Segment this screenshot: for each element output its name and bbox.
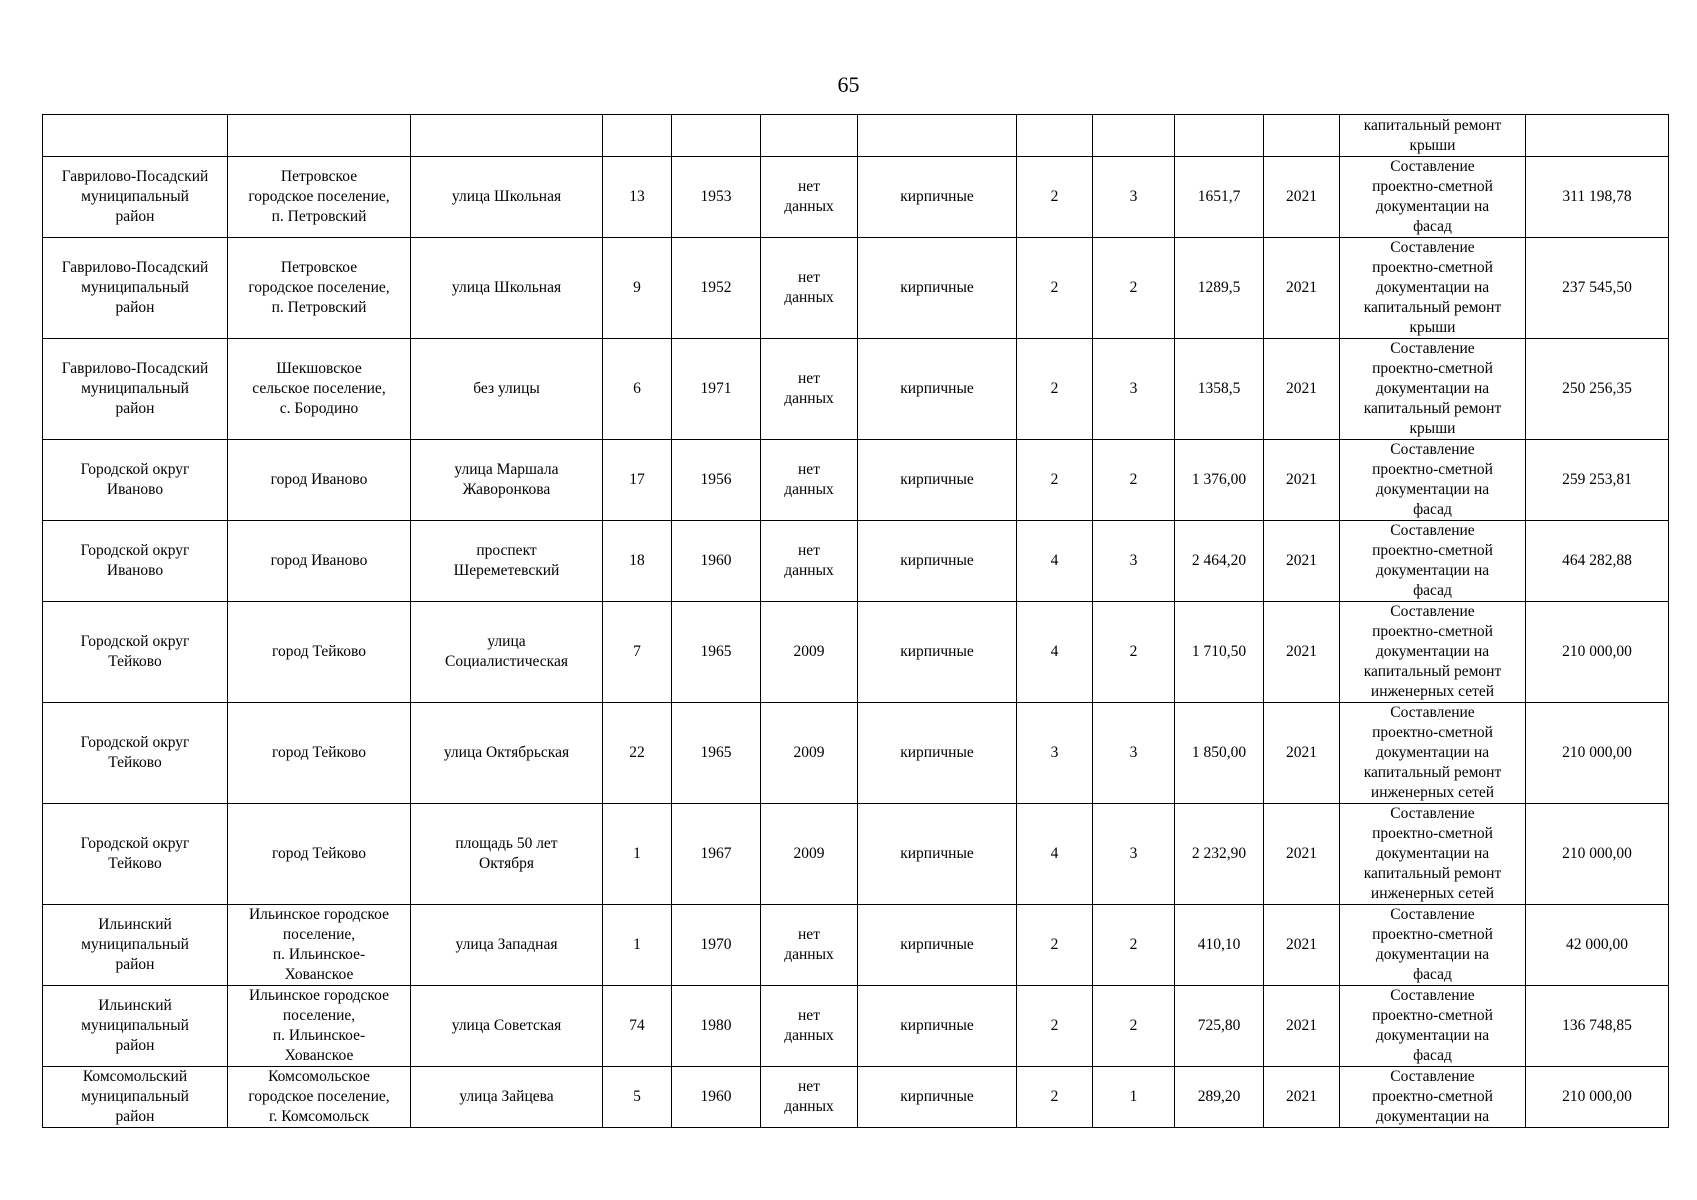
cell-area: 1289,5 [1175, 238, 1264, 339]
cell-wall-material: кирпичные [858, 339, 1017, 440]
table-row [43, 1067, 1669, 1128]
cell-house: 18 [603, 521, 672, 602]
cell-house: 13 [603, 157, 672, 238]
cell-work: Составление проектно-сметной документации на фасад [1340, 440, 1526, 521]
cell-area: 1651,7 [1175, 157, 1264, 238]
cell-district: Ильинский муниципальный район [43, 986, 228, 1067]
cell-entrances: 2 [1093, 905, 1175, 986]
cell-settlement: город Иваново [228, 440, 411, 521]
table-row [43, 804, 1669, 905]
cell-floors: 4 [1017, 602, 1093, 703]
cell-amount: 42 000,00 [1526, 905, 1669, 986]
cell-area: 1 376,00 [1175, 440, 1264, 521]
cell-work: Составление проектно-сметной документации на фасад [1340, 157, 1526, 238]
cell-amount: 210 000,00 [1526, 804, 1669, 905]
cell-amount: 136 748,85 [1526, 986, 1669, 1067]
cell-floors: 3 [1017, 703, 1093, 804]
table-body [43, 115, 1669, 1128]
cell-overhaul-year: 2009 [761, 602, 858, 703]
cell-work: Составление проектно-сметной документации на капитальный ремонт крыши [1340, 339, 1526, 440]
cell-overhaul-year: нет данных [761, 521, 858, 602]
cell-wall-material: кирпичные [858, 238, 1017, 339]
table-row [43, 602, 1669, 703]
cell-amount: 237 545,50 [1526, 238, 1669, 339]
cell-wall-material: кирпичные [858, 440, 1017, 521]
cell-street [411, 115, 603, 157]
cell-floors: 2 [1017, 986, 1093, 1067]
cell-overhaul-year [761, 115, 858, 157]
cell-settlement: город Тейково [228, 703, 411, 804]
cell-work: Составление проектно-сметной документации на капитальный ремонт инженерных сетей [1340, 602, 1526, 703]
cell-floors: 2 [1017, 157, 1093, 238]
cell-area: 410,10 [1175, 905, 1264, 986]
cell-floors: 2 [1017, 905, 1093, 986]
cell-work: Составление проектно-сметной документации на фасад [1340, 905, 1526, 986]
cell-district: Комсомольский муниципальный район [43, 1067, 228, 1128]
cell-area: 2 232,90 [1175, 804, 1264, 905]
cell-amount: 464 282,88 [1526, 521, 1669, 602]
cell-settlement: город Тейково [228, 804, 411, 905]
cell-settlement: город Тейково [228, 602, 411, 703]
cell-overhaul-year: нет данных [761, 905, 858, 986]
cell-house: 17 [603, 440, 672, 521]
table-row [43, 986, 1669, 1067]
cell-floors: 4 [1017, 804, 1093, 905]
cell-amount: 259 253,81 [1526, 440, 1669, 521]
cell-entrances: 3 [1093, 703, 1175, 804]
cell-street: улица Зайцева [411, 1067, 603, 1128]
cell-overhaul-year: 2009 [761, 804, 858, 905]
cell-district: Городской округ Тейково [43, 602, 228, 703]
cell-work: Составление проектно-сметной документации на фасад [1340, 521, 1526, 602]
cell-plan-year: 2021 [1264, 1067, 1340, 1128]
table-row [43, 905, 1669, 986]
cell-street: улица Октябрьская [411, 703, 603, 804]
page-number: 65 [837, 72, 860, 97]
cell-amount: 210 000,00 [1526, 1067, 1669, 1128]
cell-floors: 2 [1017, 1067, 1093, 1128]
table-row [43, 238, 1669, 339]
cell-year-built [672, 115, 761, 157]
cell-year-built: 1980 [672, 986, 761, 1067]
cell-area: 2 464,20 [1175, 521, 1264, 602]
cell-plan-year: 2021 [1264, 602, 1340, 703]
cell-plan-year: 2021 [1264, 440, 1340, 521]
cell-year-built: 1960 [672, 521, 761, 602]
cell-area: 1 850,00 [1175, 703, 1264, 804]
cell-settlement: Петровское городское поселение, п. Петровский [228, 238, 411, 339]
cell-house: 1 [603, 804, 672, 905]
cell-overhaul-year: нет данных [761, 238, 858, 339]
cell-house: 9 [603, 238, 672, 339]
cell-entrances: 3 [1093, 157, 1175, 238]
table-row [43, 521, 1669, 602]
cell-year-built: 1967 [672, 804, 761, 905]
cell-house: 74 [603, 986, 672, 1067]
cell-house: 5 [603, 1067, 672, 1128]
cell-plan-year: 2021 [1264, 703, 1340, 804]
cell-house: 6 [603, 339, 672, 440]
cell-house [603, 115, 672, 157]
cell-area: 1 710,50 [1175, 602, 1264, 703]
table-row [43, 440, 1669, 521]
table-row [43, 157, 1669, 238]
cell-plan-year [1264, 115, 1340, 157]
cell-wall-material: кирпичные [858, 1067, 1017, 1128]
table-row [43, 339, 1669, 440]
cell-plan-year: 2021 [1264, 804, 1340, 905]
cell-entrances: 2 [1093, 440, 1175, 521]
cell-entrances: 3 [1093, 339, 1175, 440]
cell-work: капитальный ремонт крыши [1340, 115, 1526, 157]
cell-district [43, 115, 228, 157]
cell-work: Составление проектно-сметной документации на фасад [1340, 986, 1526, 1067]
cell-area: 725,80 [1175, 986, 1264, 1067]
cell-amount [1526, 115, 1669, 157]
cell-street: улица Западная [411, 905, 603, 986]
cell-amount: 311 198,78 [1526, 157, 1669, 238]
cell-entrances [1093, 115, 1175, 157]
cell-district: Гаврилово-Посадский муниципальный район [43, 238, 228, 339]
cell-wall-material: кирпичные [858, 521, 1017, 602]
cell-district: Городской округ Иваново [43, 440, 228, 521]
cell-area: 289,20 [1175, 1067, 1264, 1128]
cell-year-built: 1952 [672, 238, 761, 339]
cell-district: Гаврилово-Посадский муниципальный район [43, 339, 228, 440]
cell-entrances: 2 [1093, 602, 1175, 703]
cell-settlement: Комсомольское городское поселение, г. Комсомольск [228, 1067, 411, 1128]
cell-amount: 210 000,00 [1526, 602, 1669, 703]
cell-year-built: 1960 [672, 1067, 761, 1128]
cell-year-built: 1953 [672, 157, 761, 238]
cell-year-built: 1956 [672, 440, 761, 521]
cell-plan-year: 2021 [1264, 905, 1340, 986]
cell-floors: 2 [1017, 339, 1093, 440]
cell-amount: 210 000,00 [1526, 703, 1669, 804]
cell-wall-material [858, 115, 1017, 157]
cell-year-built: 1965 [672, 602, 761, 703]
cell-street: улица Школьная [411, 238, 603, 339]
table-row [43, 703, 1669, 804]
cell-wall-material: кирпичные [858, 157, 1017, 238]
cell-house: 7 [603, 602, 672, 703]
cell-entrances: 1 [1093, 1067, 1175, 1128]
cell-wall-material: кирпичные [858, 703, 1017, 804]
cell-settlement: Ильинское городское поселение, п. Ильинское- Хованское [228, 986, 411, 1067]
cell-entrances: 3 [1093, 521, 1175, 602]
cell-wall-material: кирпичные [858, 804, 1017, 905]
cell-floors [1017, 115, 1093, 157]
cell-work: Составление проектно-сметной документации на капитальный ремонт инженерных сетей [1340, 804, 1526, 905]
cell-year-built: 1971 [672, 339, 761, 440]
cell-plan-year: 2021 [1264, 339, 1340, 440]
cell-district: Городской округ Иваново [43, 521, 228, 602]
cell-settlement: Петровское городское поселение, п. Петровский [228, 157, 411, 238]
cell-work: Составление проектно-сметной документации на [1340, 1067, 1526, 1128]
cell-floors: 4 [1017, 521, 1093, 602]
cell-street: проспект Шереметевский [411, 521, 603, 602]
cell-overhaul-year: нет данных [761, 440, 858, 521]
cell-floors: 2 [1017, 440, 1093, 521]
cell-wall-material: кирпичные [858, 602, 1017, 703]
cell-district: Гаврилово-Посадский муниципальный район [43, 157, 228, 238]
cell-area: 1358,5 [1175, 339, 1264, 440]
cell-entrances: 2 [1093, 986, 1175, 1067]
cell-street: площадь 50 лет Октября [411, 804, 603, 905]
cell-plan-year: 2021 [1264, 521, 1340, 602]
cell-plan-year: 2021 [1264, 238, 1340, 339]
cell-work: Составление проектно-сметной документации на капитальный ремонт инженерных сетей [1340, 703, 1526, 804]
cell-street: улица Школьная [411, 157, 603, 238]
cell-wall-material: кирпичные [858, 986, 1017, 1067]
cell-floors: 2 [1017, 238, 1093, 339]
cell-entrances: 3 [1093, 804, 1175, 905]
table-row [43, 115, 1669, 157]
cell-overhaul-year: нет данных [761, 1067, 858, 1128]
cell-plan-year: 2021 [1264, 986, 1340, 1067]
cell-overhaul-year: 2009 [761, 703, 858, 804]
cell-settlement [228, 115, 411, 157]
cell-house: 22 [603, 703, 672, 804]
cell-area [1175, 115, 1264, 157]
cell-settlement: Ильинское городское поселение, п. Ильинское- Хованское [228, 905, 411, 986]
cell-plan-year: 2021 [1264, 157, 1340, 238]
cell-street: улица Социалистическая [411, 602, 603, 703]
cell-street: улица Советская [411, 986, 603, 1067]
cell-district: Ильинский муниципальный район [43, 905, 228, 986]
cell-district: Городской округ Тейково [43, 804, 228, 905]
cell-overhaul-year: нет данных [761, 339, 858, 440]
cell-settlement: Шекшовское сельское поселение, с. Бородино [228, 339, 411, 440]
cell-district: Городской округ Тейково [43, 703, 228, 804]
cell-year-built: 1970 [672, 905, 761, 986]
cell-overhaul-year: нет данных [761, 157, 858, 238]
cell-house: 1 [603, 905, 672, 986]
buildings-table [42, 114, 1669, 1128]
cell-street: улица Маршала Жаворонкова [411, 440, 603, 521]
cell-overhaul-year: нет данных [761, 986, 858, 1067]
cell-work: Составление проектно-сметной документации на капитальный ремонт крыши [1340, 238, 1526, 339]
cell-amount: 250 256,35 [1526, 339, 1669, 440]
cell-entrances: 2 [1093, 238, 1175, 339]
cell-settlement: город Иваново [228, 521, 411, 602]
cell-street: без улицы [411, 339, 603, 440]
cell-year-built: 1965 [672, 703, 761, 804]
cell-wall-material: кирпичные [858, 905, 1017, 986]
